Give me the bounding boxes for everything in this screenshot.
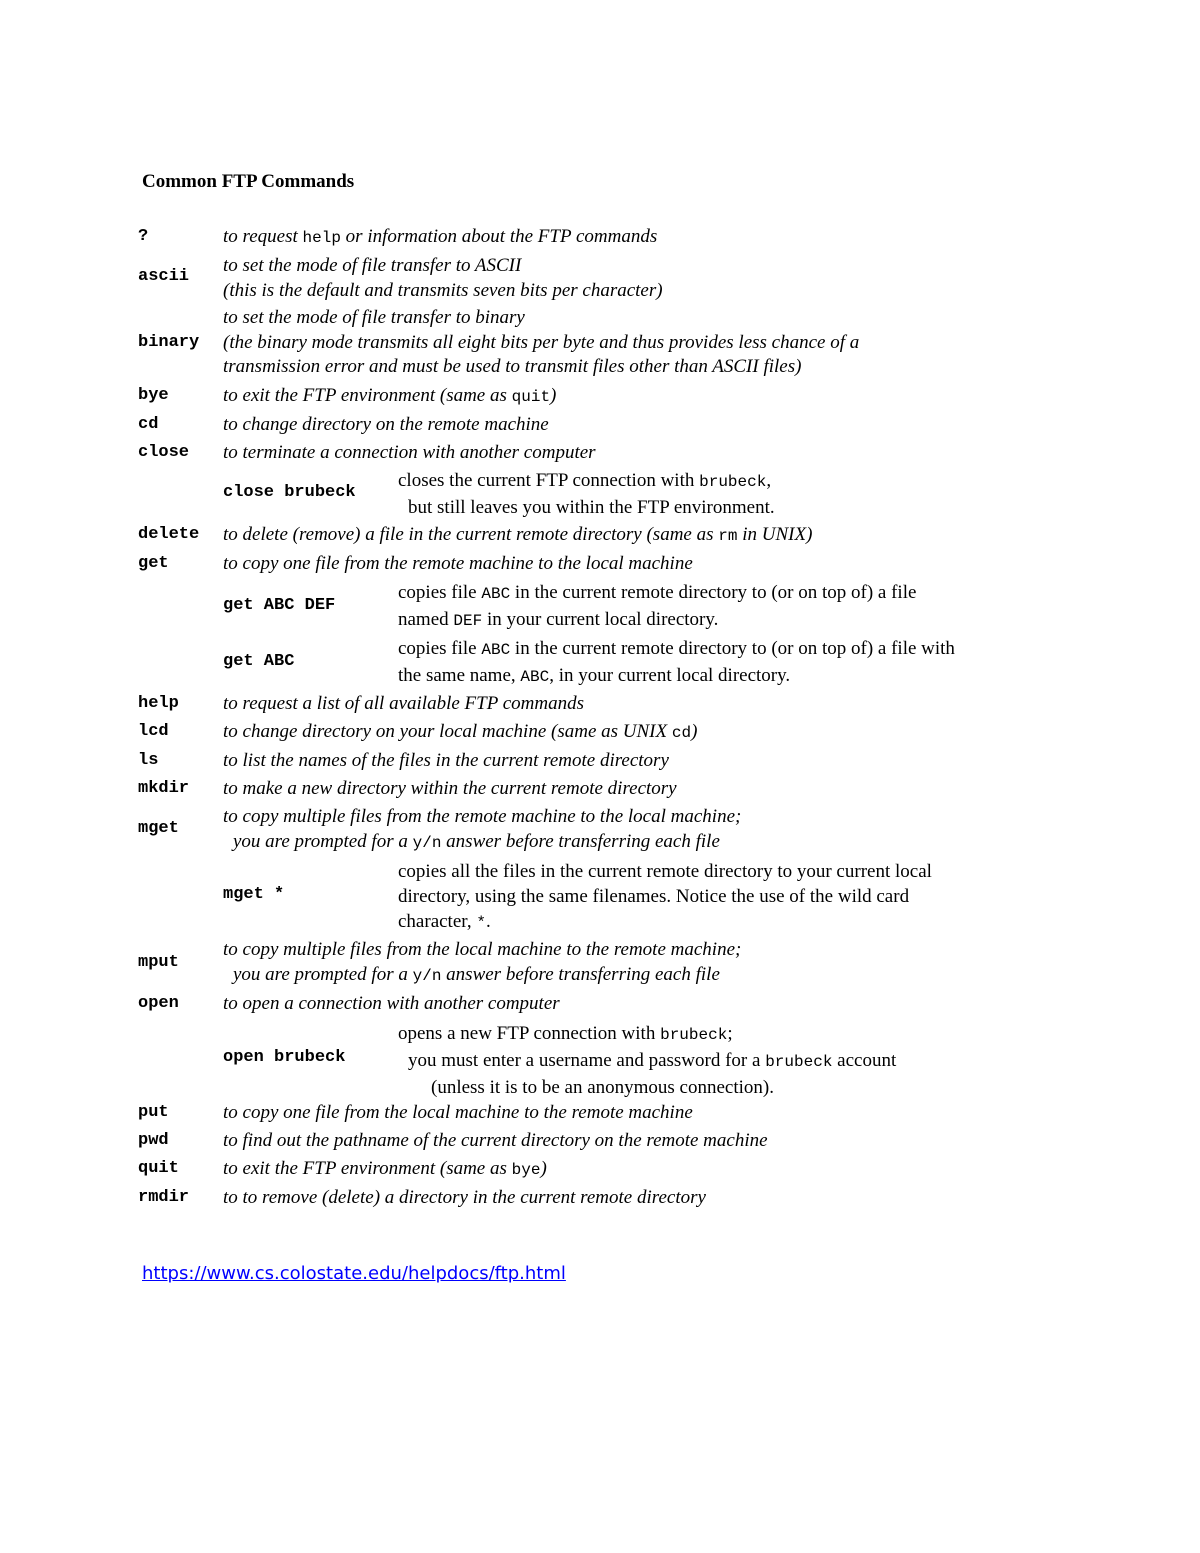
command-name: rmdir — [138, 1188, 190, 1207]
command-name: open — [138, 994, 179, 1013]
reference-link[interactable]: https://www.cs.colostate.edu/helpdocs/ftp.html — [142, 1263, 566, 1284]
command-description: to terminate a connection with another computer — [223, 442, 596, 463]
example-description: copies file ABC in the current remote directory to (or on top of) a file named DEF in your current local directory. — [398, 582, 917, 630]
command-description: to copy one file from the remote machine to the local machine — [223, 553, 693, 574]
command-description: to make a new directory within the current remote directory — [223, 778, 677, 799]
command-description: to exit the FTP environment (same as quit) — [223, 385, 557, 406]
example-description: opens a new FTP connection with brubeck; you must enter a username and password for a brubeck account (unless it is to be an anonymous connection). — [398, 1023, 897, 1098]
command-name: mget — [138, 819, 179, 838]
page-title: Common FTP Commands — [142, 171, 355, 192]
example-command: mget * — [223, 885, 285, 904]
command-name: put — [138, 1103, 169, 1122]
command-name: mput — [138, 953, 179, 972]
example-description: copies file ABC in the current remote directory to (or on top of) a file with the same name, ABC, in your current local directory. — [398, 638, 955, 686]
example-command: get ABC DEF — [223, 596, 336, 615]
command-name: mkdir — [138, 779, 190, 798]
command-description: to change directory on your local machine (same as UNIX cd) — [223, 721, 698, 742]
command-name: pwd — [138, 1131, 169, 1150]
command-name: binary — [138, 333, 200, 352]
example-command: get ABC — [223, 652, 295, 671]
command-name: quit — [138, 1159, 179, 1178]
command-description: to set the mode of file transfer to binary (the binary mode transmits all eight bits per byte and thus provides less chance of a transmission error and must be used to transmit files other than ASCII files) — [223, 307, 860, 377]
command-description: to delete (remove) a file in the current remote directory (same as rm in UNIX) — [223, 524, 813, 545]
command-description: to change directory on the remote machine — [223, 414, 549, 435]
command-description: to exit the FTP environment (same as bye) — [223, 1158, 547, 1179]
command-name: ascii — [138, 267, 190, 286]
command-description: to copy multiple files from the local machine to the remote machine; you are prompted for a y/n answer before transferring each file — [223, 939, 742, 985]
command-name: close — [138, 443, 190, 462]
command-name: bye — [138, 386, 169, 405]
command-description: to to remove (delete) a directory in the current remote directory — [223, 1187, 706, 1208]
command-description: to copy one file from the local machine to the remote machine — [223, 1102, 693, 1123]
command-name: help — [138, 694, 179, 713]
command-description: to open a connection with another computer — [223, 993, 560, 1014]
example-command: close brubeck — [223, 483, 356, 502]
command-description: to list the names of the files in the current remote directory — [223, 750, 669, 771]
command-description: to request a list of all available FTP commands — [223, 693, 584, 714]
command-description: to find out the pathname of the current directory on the remote machine — [223, 1130, 768, 1151]
command-description: to set the mode of file transfer to ASCII (this is the default and transmits seven bits per character) — [223, 255, 663, 301]
command-name: delete — [138, 525, 200, 544]
command-name: ls — [138, 751, 159, 770]
example-description: copies all the files in the current remote directory to your current local directory, using the same filenames. Notice the use of the wild card character, *. — [398, 861, 932, 932]
example-description: closes the current FTP connection with brubeck, but still leaves you within the FTP environment. — [398, 470, 775, 518]
command-name: ? — [138, 227, 149, 246]
command-name: lcd — [138, 722, 169, 741]
example-command: open brubeck — [223, 1048, 346, 1067]
command-name: get — [138, 554, 169, 573]
command-name: cd — [138, 415, 159, 434]
command-description: to copy multiple files from the remote machine to the local machine; you are prompted for a y/n answer before transferring each file — [223, 806, 742, 852]
command-description: to request help or information about the FTP commands — [223, 226, 658, 247]
